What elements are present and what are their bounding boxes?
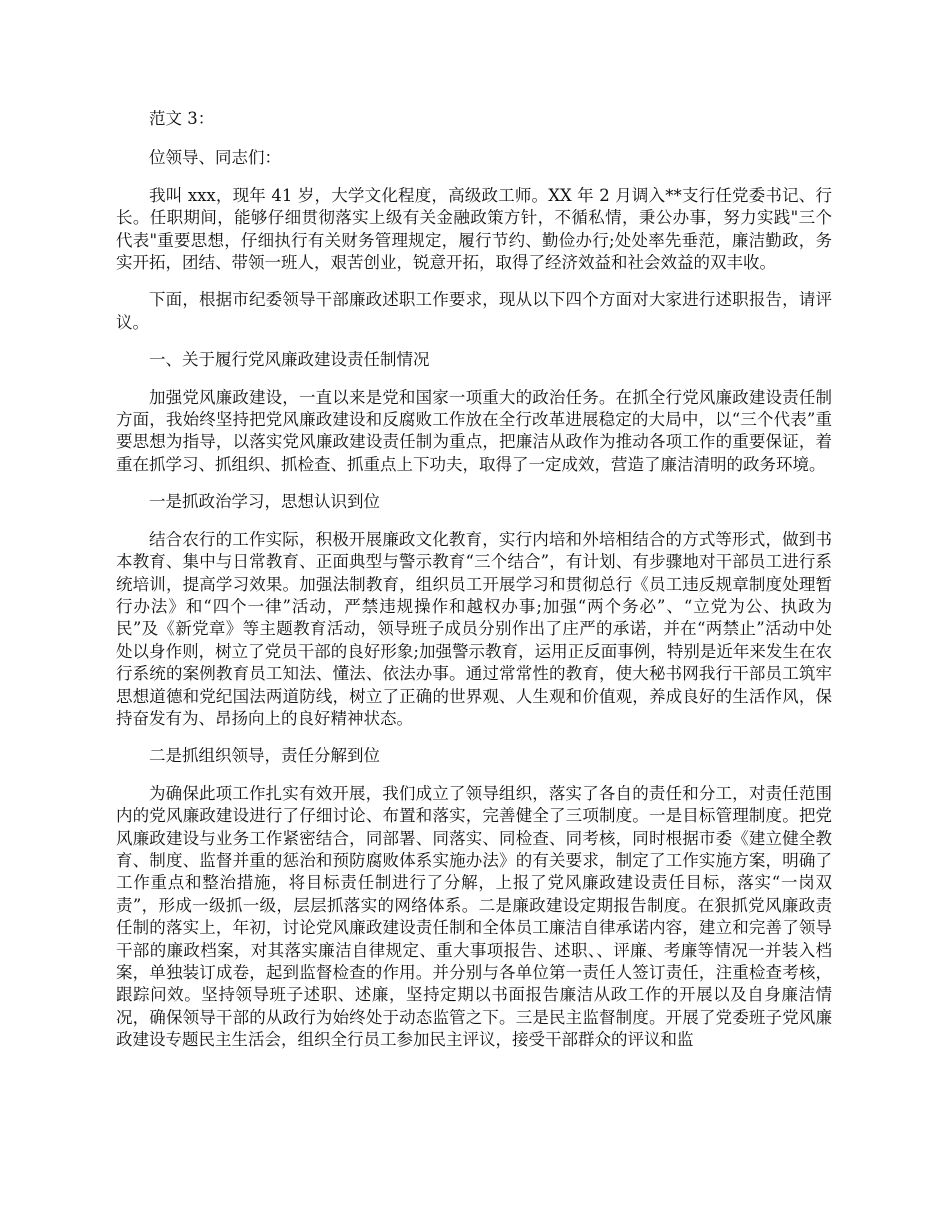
subheading-study: 一是抓政治学习，思想认识到位 [149, 492, 380, 512]
paragraph-section-1: 加强党风廉政建设，一直以来是党和国家一项重大的政治任务。在抓全行党风廉政建设责任制方面，我始终坚持把党风廉政建设和反腐败工作放在全行改革进展稳定的大局中，以“三个代表”重要思想为指导，以落实党风廉政建设责任制为重点，把廉洁从政作为推动各项工作的重要保证，着重在抓学习、抓组织、抓检查、抓重点上下功夫，取得了一定成效，营造了廉洁清明的政务环境。 [116, 387, 832, 474]
salutation: 位领导、同志们： [149, 148, 281, 168]
section-heading-1: 一、关于履行党风廉政建设责任制情况 [149, 350, 430, 370]
paragraph-study: 结合农行的工作实际，积极开展廉政文化教育，实行内培和外培相结合的方式等形式，做到书本教育、集中与日常教育、正面典型与警示教育“三个结合”，有计划、有步骤地对干部员工进行系统培训，提高学习效果。加强法制教育，组织员工开展学习和贯彻总行《员工违反规章制度处理暂行办法》和“四个一律”活动，严禁违规操作和越权办事;加强“两个务必”、“立党为公、执政为民”及《新党章》等主题教育活动，领导班子成员分别作出了庄严的承诺，并在“两禁止”活动中处处以身作则，树立了党员干部的良好形象;加强警示教育，运用正反面事例，特别是近年来发生在农行系统的案例教育员工知法、懂法、依法办事。通过常常性的教育，使大秘书网我行干部员工筑牢思想道德和党纪国法两道防线，树立了正确的世界观、人生观和价值观，养成良好的生活作风，保持奋发有为、昂扬向上的良好精神状态。 [116, 529, 832, 728]
document-title: 范文 3： [149, 109, 215, 128]
paragraph-intro: 我叫 xxx，现年 41 岁，大学文化程度，高级政工师。XX 年 2 月调入**支行任党委书记、行长。任职期间，能够仔细贯彻落实上级有关金融政策方针，不循私情，秉公办事，努力实践"三个代表"重要思想，仔细执行有关财务管理规定，履行节约、勤俭办行;处处率先垂范，廉洁勤政，务实开拓，团结、带领一班人，艰苦创业，锐意开拓，取得了经济效益和社会效益的双丰收。 [116, 185, 832, 273]
document-body [116, 108, 832, 1067]
paragraph-organization: 为确保此项工作扎实有效开展，我们成立了领导组织，落实了各自的责任和分工，对责任范围内的党风廉政建设进行了仔细讨论、布置和落实，完善健全了三项制度。一是目标管理制度。把党风廉政建设与业务工作紧密结合，同部署、同落实、同检查、同考核，同时根据市委《建立健全教育、制度、监督并重的惩治和预防腐败体系实施办法》的有关要求，制定了工作实施方案，明确了工作重点和整治措施，将目标责任制进行了分解，上报了党风廉政建设责任目标，落实“一岗双责”，形成一级抓一级，层层抓落实的网络体系。二是廉政建设定期报告制度。在狠抓党风廉政责任制的落实上，年初，讨论党风廉政建设责任制和全体员工廉洁自律承诺内容，建立和完善了领导干部的廉政档案，对其落实廉洁自律规定、重大事项报告、述职、、评廉、考廉等情况一并装入档案，单独装订成卷，起到监督检查的作用。并分别与各单位第一责任人签订责任，注重检查考核，跟踪问效。坚持领导班子述职、述廉，坚持定期以书面报告廉洁从政工作的开展以及自身廉洁情况，确保领导干部的从政行为始终处于动态监管之下。三是民主监督制度。开展了党委班子党风廉政建设专题民主生活会，组织全行员工参加民主评议，接受干部群众的评议和监 [116, 783, 832, 1050]
paragraph-overview: 下面，根据市纪委领导干部廉政述职工作要求，现从以下四个方面对大家进行述职报告，请评议。 [116, 290, 832, 332]
subheading-organization: 二是抓组织领导，责任分解到位 [149, 746, 380, 766]
